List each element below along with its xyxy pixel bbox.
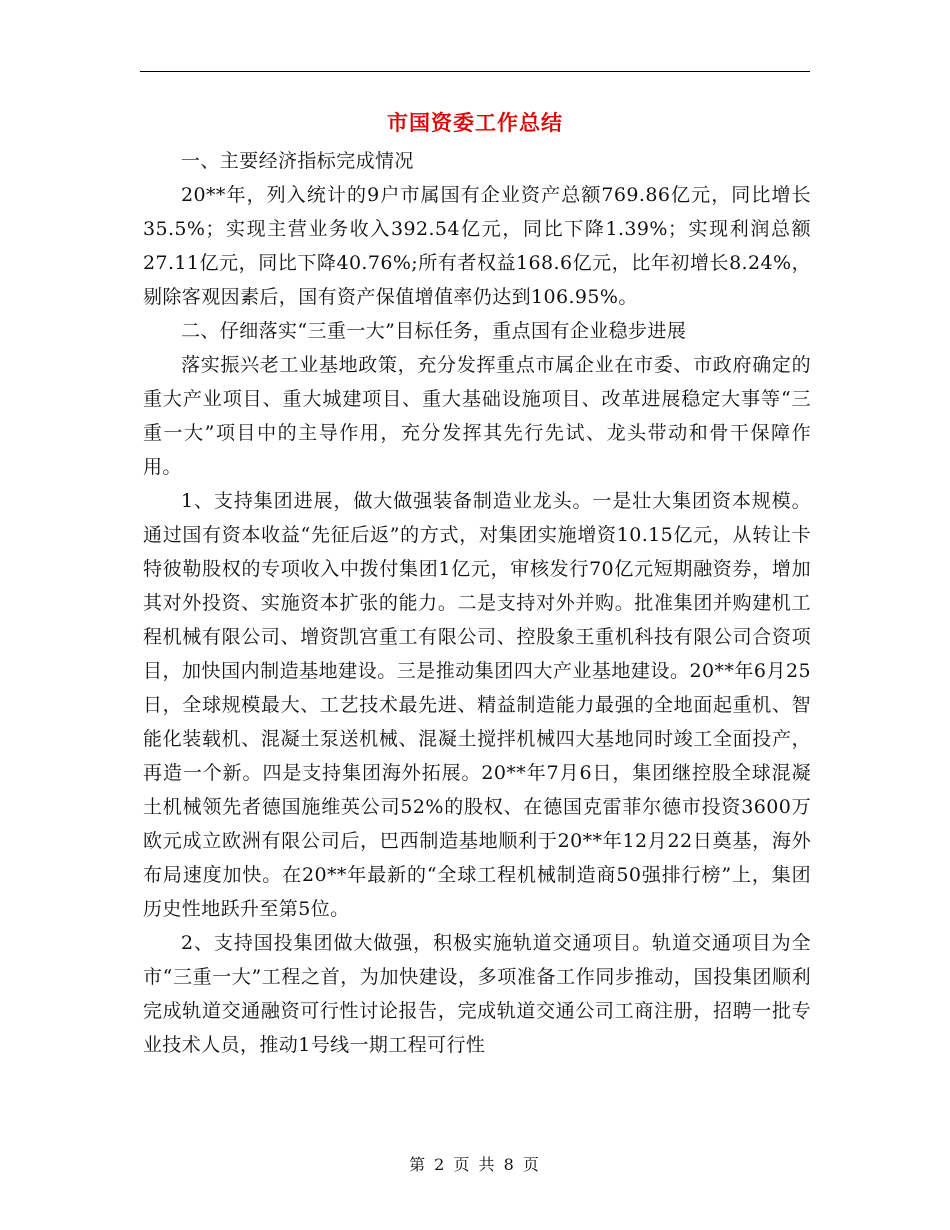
section-heading-2: 二、仔细落实“三重一大”目标任务，重点国有企业稳步进展 bbox=[181, 320, 687, 342]
paragraph-economic-indicators: 20**年，列入统计的9户市属国有企业资产总额769.86亿元，同比增长35.5%；实现主营业务收入392.54亿元，同比下降1.39%；实现利润总额27.11亿元，同比下降40.76%;所有者权益168.6亿元，比年初增长8.24%，剔除客观因素后，国有资产保值增值率仍达到106.95%。 bbox=[143, 184, 811, 308]
page-number: 第 2 页 共 8 页 bbox=[409, 1155, 541, 1174]
header-rule bbox=[140, 71, 810, 72]
paragraph-policy: 落实振兴老工业基地政策，充分发挥重点市属企业在市委、市政府确定的重大产业项目、重大城建项目、重大基础设施项目、改革进展稳定大事等“三重一大”项目中的主导作用，充分发挥其先行先试、龙头带动和骨干保障作用。 bbox=[143, 354, 811, 478]
paragraph-rail-transit: 2、支持国投集团做大做强，积极实施轨道交通项目。轨道交通项目为全市“三重一大”工程之首，为加快建设，多项准备工作同步推动，国投集团顺利完成轨道交通融资可行性讨论报告，完成轨道交通公司工商注册，招聘一批专业技术人员，推动1号线一期工程可行性 bbox=[143, 932, 811, 1056]
document-title: 市国资委工作总结 bbox=[387, 110, 563, 135]
paragraph-group-support: 1、支持集团进展，做大做强装备制造业龙头。一是壮大集团资本规模。通过国有资本收益“先征后返”的方式，对集团实施增资10.15亿元，从转让卡特彼勒股权的专项收入中拨付集团1亿元，审核发行70亿元短期融资券，增加其对外投资、实施资本扩张的能力。二是支持对外并购。批准集团并购建机工程机械有限公司、增资凯宫重工有限公司、控股象王重机科技有限公司合资项目，加快国内制造基地建设。三是推动集团四大产业基地建设。20**年6月25日，全球规模最大、工艺技术最先进、精益制造能力最强的全地面起重机、智能化装载机、混凝土泵送机械、混凝土搅拌机械四大基地同时竣工全面投产，再造一个新。四是支持集团海外拓展。20**年7月6日，集团继控股全球混凝土机械领先者德国施维英公司52%的股权、在德国克雷菲尔德市投资3600万欧元成立欧洲有限公司后，巴西制造基地顺利于20**年12月22日奠基，海外布局速度加快。在20**年最新的“全球工程机械制造商50强排行榜”上，集团历史性地跃升至第5位。 bbox=[143, 490, 811, 920]
document-body bbox=[143, 144, 811, 1062]
section-heading-1: 一、主要经济指标完成情况 bbox=[181, 150, 414, 172]
